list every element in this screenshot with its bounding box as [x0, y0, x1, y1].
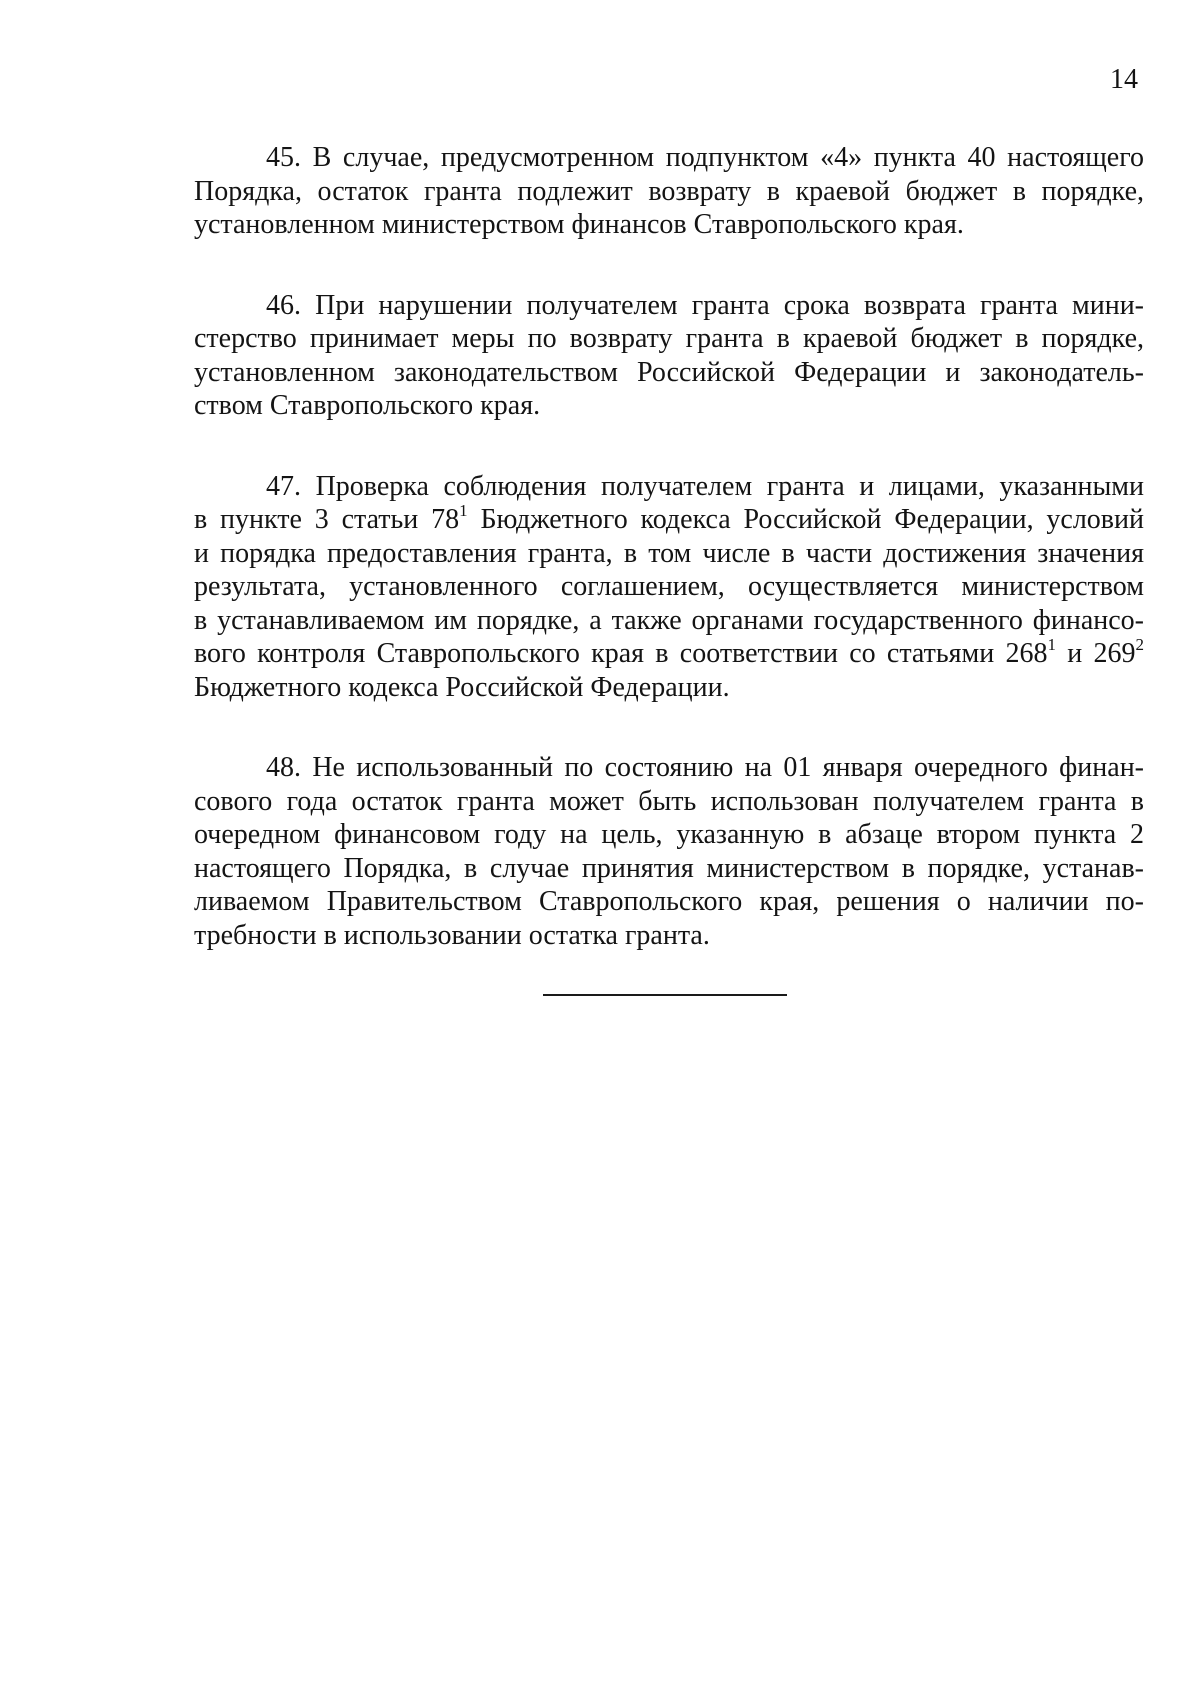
- text-run: Бюджетного кодекса Российской Федерации, условий: [467, 504, 1144, 535]
- paragraph-line: ством Ставропольского края.: [194, 390, 541, 421]
- paragraph-line: Порядка, остаток гранта подлежит возврату в краевой бюджет в порядке,: [194, 175, 1144, 207]
- paragraph-line: в устанавливаемом им порядке, а также органами государственного финансо-: [194, 604, 1144, 636]
- paragraph-line: Бюджетного кодекса Российской Федерации.: [194, 671, 730, 703]
- paragraph-line: 48. Не использованный по состоянию на 01 января очередного финан-: [266, 752, 1144, 783]
- document-body: [194, 141, 1144, 999]
- paragraph-line: очередном финансовом году на цель, указанную в абзаце втором пункта 2: [194, 819, 1144, 850]
- paragraph-line: [194, 500, 1144, 537]
- paragraph-line: ливаемом Правительством Ставропольского края, решения о наличии по-: [194, 886, 1144, 917]
- paragraph-line: сового года остаток гранта может быть использован получателем гранта в: [194, 785, 1144, 817]
- text-run: в пункте 3 статьи 78: [194, 504, 460, 535]
- paragraph-line: и порядка предоставления гранта, в том числе в части достижения значения: [194, 537, 1144, 569]
- superscript: 1: [1047, 634, 1056, 654]
- superscript: 1: [459, 500, 468, 520]
- paragraph-47: [194, 470, 1144, 705]
- paragraph-line: установленном министерством финансов Ставропольского края.: [194, 209, 964, 240]
- text-run: вого контроля Ставропольского края в соответствии со статьями 268: [194, 638, 1048, 669]
- paragraph-line: результата, установленного соглашением, осуществляется министерством: [194, 571, 1144, 602]
- paragraph-48: [194, 751, 1144, 952]
- paragraph-line: стерство принимает меры по возврату гранта в краевой бюджет в порядке,: [194, 323, 1144, 354]
- paragraph-45: [194, 141, 1144, 242]
- paragraph-line: установленном законодательством Российской Федерации и законодатель-: [194, 356, 1144, 388]
- paragraph-line: [194, 634, 1144, 671]
- end-separator-line: [543, 994, 787, 996]
- paragraph-line: настоящего Порядка, в случае принятия министерством в порядке, устанав-: [194, 852, 1144, 884]
- paragraph-line: 46. При нарушении получателем гранта срока возврата гранта мини-: [266, 289, 1144, 321]
- paragraph-line: 45. В случае, предусмотренном подпунктом «4» пункта 40 настоящего: [266, 142, 1144, 173]
- text-run: и 269: [1055, 638, 1136, 669]
- superscript: 2: [1135, 634, 1144, 654]
- paragraph-46: [194, 289, 1144, 423]
- page-number: 14: [1110, 64, 1138, 95]
- paragraph-line: 47. Проверка соблюдения получателем гранта и лицами, указанными: [266, 470, 1144, 502]
- paragraph-line: требности в использовании остатка гранта.: [194, 919, 710, 951]
